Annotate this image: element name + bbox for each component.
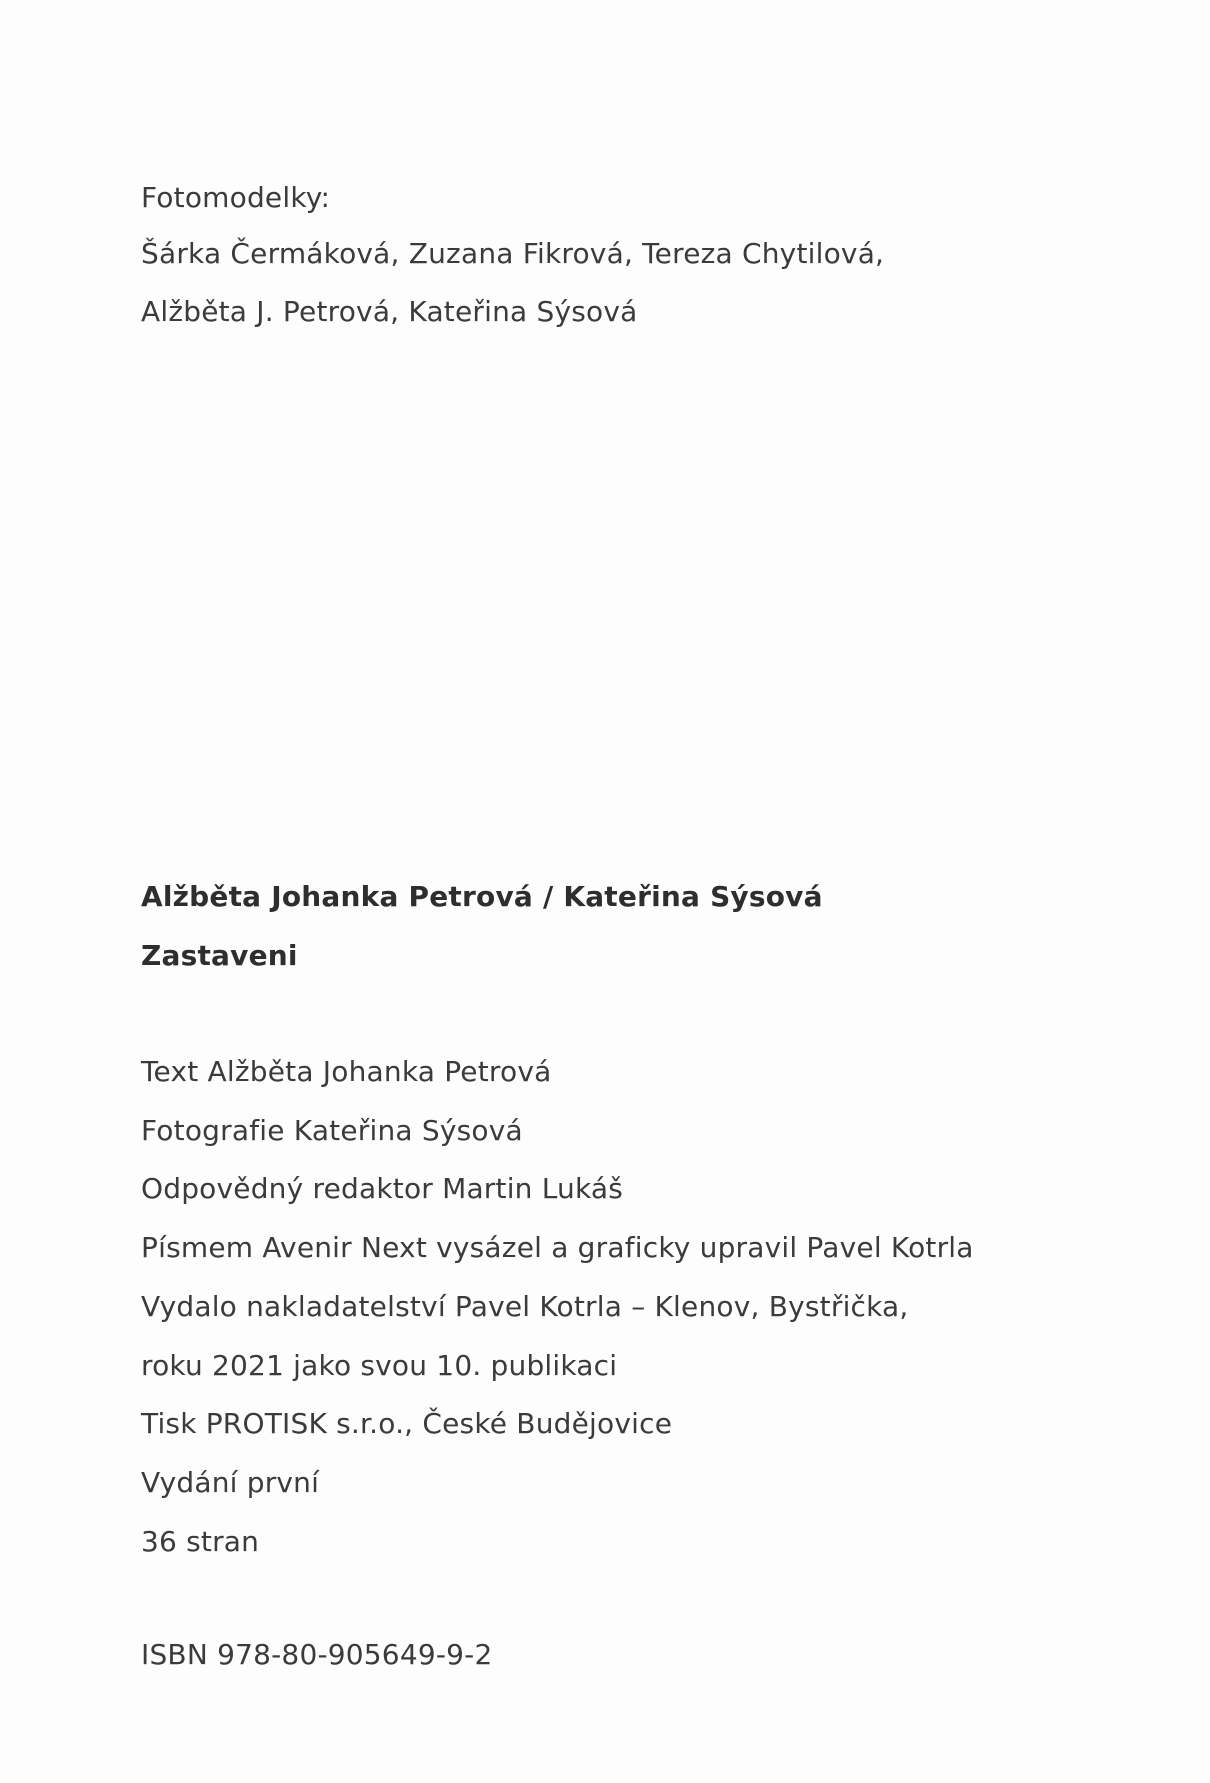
colophon-printer: Tisk PROTISK s.r.o., České Budějovice	[141, 1407, 673, 1440]
colophon-publication-year: roku 2021 jako svou 10. publikaci	[141, 1349, 618, 1382]
colophon-photographer: Fotografie Kateřina Sýsová	[141, 1114, 523, 1147]
book-title: Zastaveni	[141, 939, 298, 972]
book-authors: Alžběta Johanka Petrová / Kateřina Sýsová	[141, 880, 823, 913]
colophon-publisher: Vydalo nakladatelství Pavel Kotrla – Klenov, Bystřička,	[141, 1290, 909, 1323]
isbn: ISBN 978-80-905649-9-2	[141, 1638, 493, 1671]
models-names-line-1: Šárka Čermáková, Zuzana Fikrová, Tereza Chytilová,	[141, 237, 885, 270]
colophon-editor: Odpovědný redaktor Martin Lukáš	[141, 1172, 624, 1205]
models-heading: Fotomodelky:	[141, 181, 331, 214]
models-names-line-2: Alžběta J. Petrová, Kateřina Sýsová	[141, 295, 638, 328]
colophon-edition: Vydání první	[141, 1466, 320, 1499]
colophon-typesetting: Písmem Avenir Next vysázel a graficky upravil Pavel Kotrla	[141, 1231, 974, 1264]
colophon-page-count: 36 stran	[141, 1525, 260, 1558]
colophon-text-author: Text Alžběta Johanka Petrová	[141, 1055, 552, 1088]
